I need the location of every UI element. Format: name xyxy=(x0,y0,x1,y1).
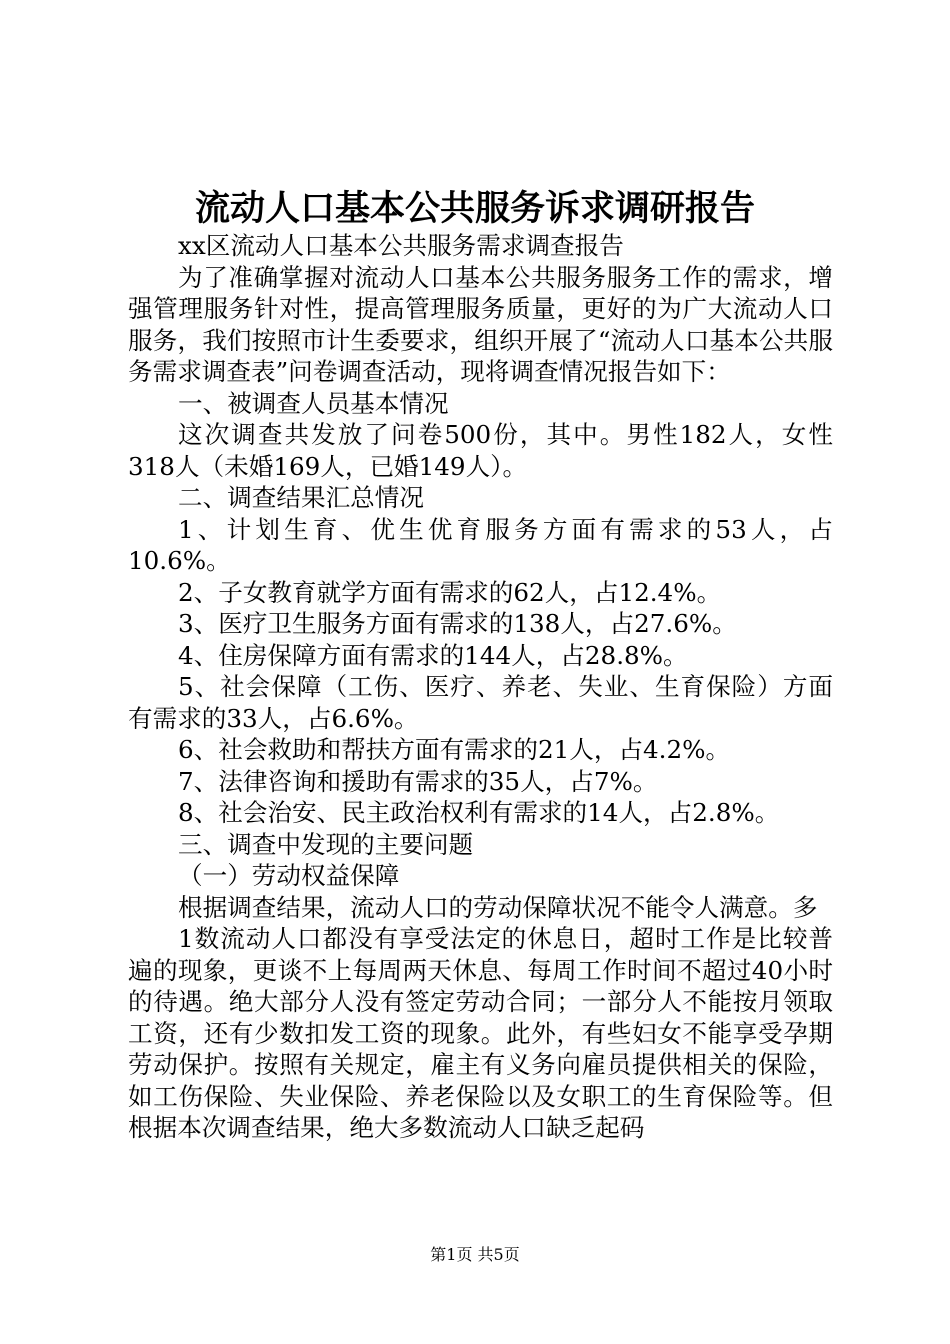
labor-rights-paragraph: 根据调查结果，流动人口的劳动保障状况不能令人满意。多 xyxy=(178,892,818,922)
labor-details-paragraph: 1数流动人口都没有享受法定的休息日，超时工作是比较普遍的现象，更谈不上每周两天休息、每周工作时间不超过40小时的待遇。绝大部分人没有签定劳动合同；一部分人不能按月领取工资，还有少数扣发工资的现象。此外，有些妇女不能享受孕期劳动保护。按照有关规定，雇主有义务向雇员提供相关的保险，如工伤保险、失业保险、养老保险以及女职工的生育保险等。但根据本次调查结果，绝大多数流动人口缺乏起码 xyxy=(128,924,833,1142)
result-item-7: 7、法律咨询和援助有需求的35人，占7%。 xyxy=(178,766,658,796)
subsection-heading-1: （一）劳动权益保障 xyxy=(178,861,400,890)
document-body xyxy=(128,230,833,1144)
page-indicator: 第1页 共5页 xyxy=(430,1245,520,1264)
respondents-paragraph: 这次调查共发放了问卷500份，其中。男性182人，女性318人（未婚169人，已婚149人）。 xyxy=(128,420,833,481)
page-title: 流动人口基本公共服务诉求调研报告 xyxy=(194,188,755,229)
result-item-5: 5、社会保障（工伤、医疗、养老、失业、生育保险）方面有需求的33人，占6.6%。 xyxy=(128,672,833,733)
result-item-2: 2、子女教育就学方面有需求的62人，占12.4%。 xyxy=(178,577,722,607)
result-item-8: 8、社会治安、民主政治权利有需求的14人，占2.8%。 xyxy=(178,798,780,827)
section-heading-2: 二、调查结果汇总情况 xyxy=(178,483,424,512)
section-heading-3: 三、调查中发现的主要问题 xyxy=(178,829,474,859)
result-item-6: 6、社会救助和帮扶方面有需求的21人，占4.2%。 xyxy=(178,735,731,764)
intro-paragraph: 为了准确掌握对流动人口基本公共服务服务工作的需求，增强管理服务针对性，提高管理服务质量，更好的为广大流动人口服务，我们按照市计生委要求，组织开展了“流动人口基本公共服务需求调查表”问卷调查活动，现将调查情况报告如下： xyxy=(128,262,833,386)
result-item-3: 3、医疗卫生服务方面有需求的138人，占27.6%。 xyxy=(178,609,737,638)
section-heading-1: 一、被调查人员基本情况 xyxy=(178,388,449,418)
result-item-4: 4、住房保障方面有需求的144人，占28.8%。 xyxy=(178,640,688,670)
result-item-1: 1、计划生育、优生优育服务方面有需求的53人，占10.6%。 xyxy=(128,514,833,575)
report-subtitle: xx区流动人口基本公共服务需求调查报告 xyxy=(178,231,624,260)
